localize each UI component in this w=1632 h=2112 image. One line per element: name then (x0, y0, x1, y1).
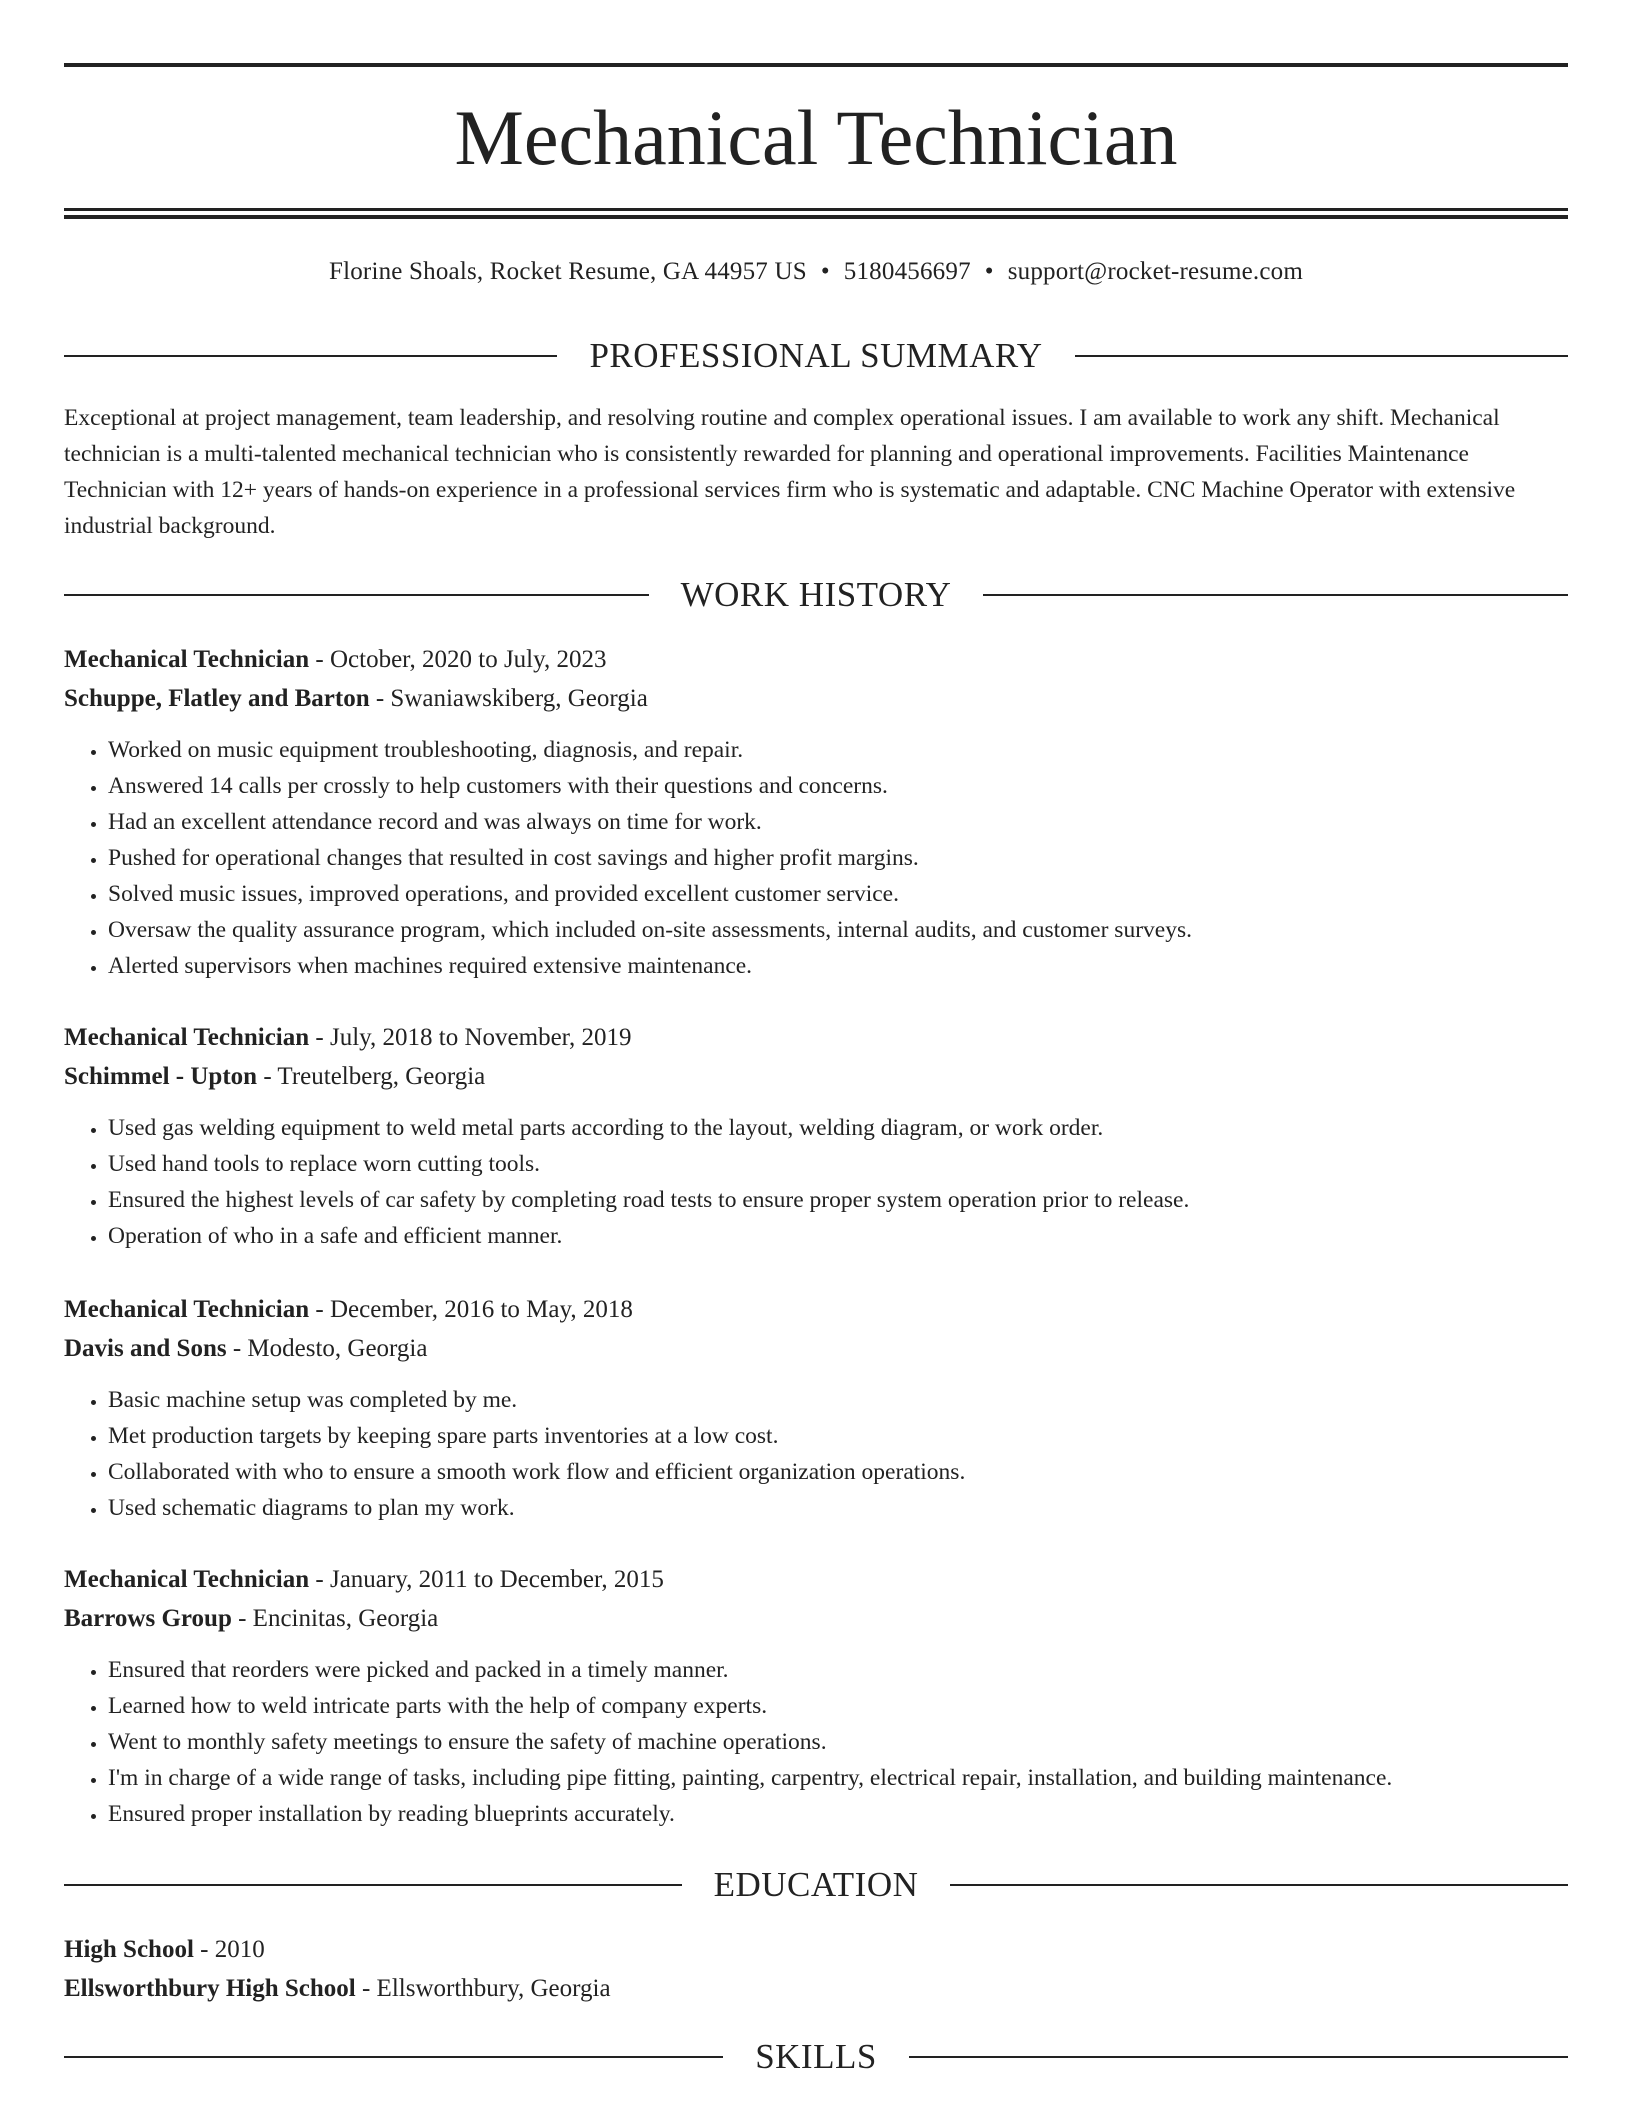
list-item: • Used gas welding equipment to weld metal parts according to the layout, welding diagram, or work order. (108, 1110, 1568, 1146)
list-item: • Went to monthly safety meetings to ensure the safety of machine operations. (108, 1724, 1568, 1760)
job-location: - Treutelberg, Georgia (257, 1063, 486, 1090)
list-item: • Operation of who in a safe and efficient manner. (108, 1218, 1568, 1254)
list-item: • Answered 14 calls per crossly to help customers with their questions and concerns. (108, 768, 1568, 804)
job-entry (64, 640, 1568, 984)
job-title: Mechanical Technician (64, 1024, 310, 1051)
job-title-row (64, 1560, 1568, 1599)
job-company: Davis and Sons (64, 1335, 227, 1362)
job-title: Mechanical Technician (64, 1296, 310, 1323)
list-item: • Collaborated with who to ensure a smooth work flow and efficient organization operations. (108, 1454, 1568, 1490)
section-heading-education (64, 1863, 1568, 1907)
contact-line (64, 254, 1568, 290)
job-dates: - January, 2011 to December, 2015 (309, 1566, 664, 1593)
section-title: SKILLS (755, 2037, 877, 2076)
contact-separator: • (820, 258, 830, 285)
section-heading-skills (64, 2035, 1568, 2079)
list-item: • Alerted supervisors when machines required extensive maintenance. (108, 948, 1568, 984)
job-location: - Encinitas, Georgia (231, 1605, 439, 1632)
education-school: Ellsworthbury High School (64, 1975, 356, 2002)
title-double-rule (64, 208, 1568, 219)
education-entry (64, 1930, 1568, 2008)
section-heading-summary (64, 334, 1568, 378)
education-degree-row (64, 1930, 1568, 1969)
heading-rule-left (64, 355, 557, 357)
job-company: Schuppe, Flatley and Barton (64, 685, 370, 712)
list-item: • Ensured the highest levels of car safety by completing road tests to ensure proper system operation prior to release. (108, 1182, 1568, 1218)
education-school-row (64, 1969, 1568, 2008)
job-location: - Modesto, Georgia (226, 1335, 428, 1362)
section-title: EDUCATION (713, 1865, 919, 1904)
summary-paragraph: Exceptional at project management, team leadership, and resolving routine and complex operational issues. I am available to work any shift. Mechanical technician is a multi-talented mechanical technician who is consistently rewarded for planning and operational improvements. Facilities Maintenance Technician with 12+ years of hands-on experience in a professional services firm who is systematic and adaptable. CNC Machine Operator with extensive industrial background. (64, 405, 1516, 539)
education-location: - Ellsworthbury, Georgia (355, 1975, 611, 2002)
job-bullets (64, 1110, 1568, 1254)
education-degree: High School (64, 1936, 194, 1963)
list-item: • Ensured proper installation by reading blueprints accurately. (108, 1796, 1568, 1832)
job-title-row (64, 1290, 1568, 1329)
job-dates: - December, 2016 to May, 2018 (309, 1296, 633, 1323)
job-title: Mechanical Technician (64, 646, 310, 673)
job-entry (64, 1290, 1568, 1526)
list-item: • Worked on music equipment troubleshooting, diagnosis, and repair. (108, 732, 1568, 768)
job-company-row (64, 1599, 1568, 1638)
list-item: • Used schematic diagrams to plan my work. (108, 1490, 1568, 1526)
heading-rule-left (64, 2056, 723, 2058)
section-title: WORK HISTORY (680, 575, 952, 614)
job-bullets (64, 1382, 1568, 1526)
heading-rule-right (950, 1884, 1568, 1886)
heading-rule-right (909, 2056, 1568, 2058)
job-company-row (64, 1057, 1568, 1096)
contact-separator: • (984, 258, 994, 285)
job-entry (64, 1018, 1568, 1254)
contact-phone: 5180456697 (843, 258, 971, 285)
job-company-row (64, 679, 1568, 718)
job-company: Schimmel - Upton (64, 1063, 258, 1090)
heading-rule-left (64, 1884, 682, 1886)
list-item: • Ensured that reorders were picked and packed in a timely manner. (108, 1652, 1568, 1688)
heading-rule-left (64, 594, 649, 596)
list-item: • I'm in charge of a wide range of tasks, including pipe fitting, painting, carpentry, electrical repair, installation, and building maintenance. (108, 1760, 1568, 1796)
job-title-row (64, 1018, 1568, 1057)
job-bullets (64, 1652, 1568, 1832)
contact-email[interactable]: support@rocket-resume.com (1007, 258, 1304, 285)
section-heading-work-history (64, 573, 1568, 617)
resume-title: Mechanical Technician (454, 94, 1178, 181)
list-item: • Basic machine setup was completed by me. (108, 1382, 1568, 1418)
job-dates: - July, 2018 to November, 2019 (309, 1024, 632, 1051)
heading-rule-right (1075, 355, 1568, 357)
job-title-row (64, 640, 1568, 679)
list-item: • Met production targets by keeping spare parts inventories at a low cost. (108, 1418, 1568, 1454)
job-entry (64, 1560, 1568, 1832)
list-item: • Learned how to weld intricate parts with the help of company experts. (108, 1688, 1568, 1724)
job-company: Barrows Group (64, 1605, 232, 1632)
list-item: • Solved music issues, improved operations, and provided excellent customer service. (108, 876, 1568, 912)
list-item: • Had an excellent attendance record and was always on time for work. (108, 804, 1568, 840)
job-bullets (64, 732, 1568, 984)
section-title: PROFESSIONAL SUMMARY (589, 336, 1043, 375)
list-item: • Used hand tools to replace worn cutting tools. (108, 1146, 1568, 1182)
list-item: • Pushed for operational changes that resulted in cost savings and higher profit margins. (108, 840, 1568, 876)
education-year: - 2010 (193, 1936, 265, 1963)
list-item: • Oversaw the quality assurance program, which included on-site assessments, internal audits, and customer surveys. (108, 912, 1568, 948)
job-title: Mechanical Technician (64, 1566, 310, 1593)
job-location: - Swaniawskiberg, Georgia (369, 685, 648, 712)
job-dates: - October, 2020 to July, 2023 (309, 646, 607, 673)
contact-address: Florine Shoals, Rocket Resume, GA 44957 US (328, 258, 807, 285)
job-company-row (64, 1329, 1568, 1368)
top-rule (64, 63, 1568, 67)
heading-rule-right (983, 594, 1568, 596)
